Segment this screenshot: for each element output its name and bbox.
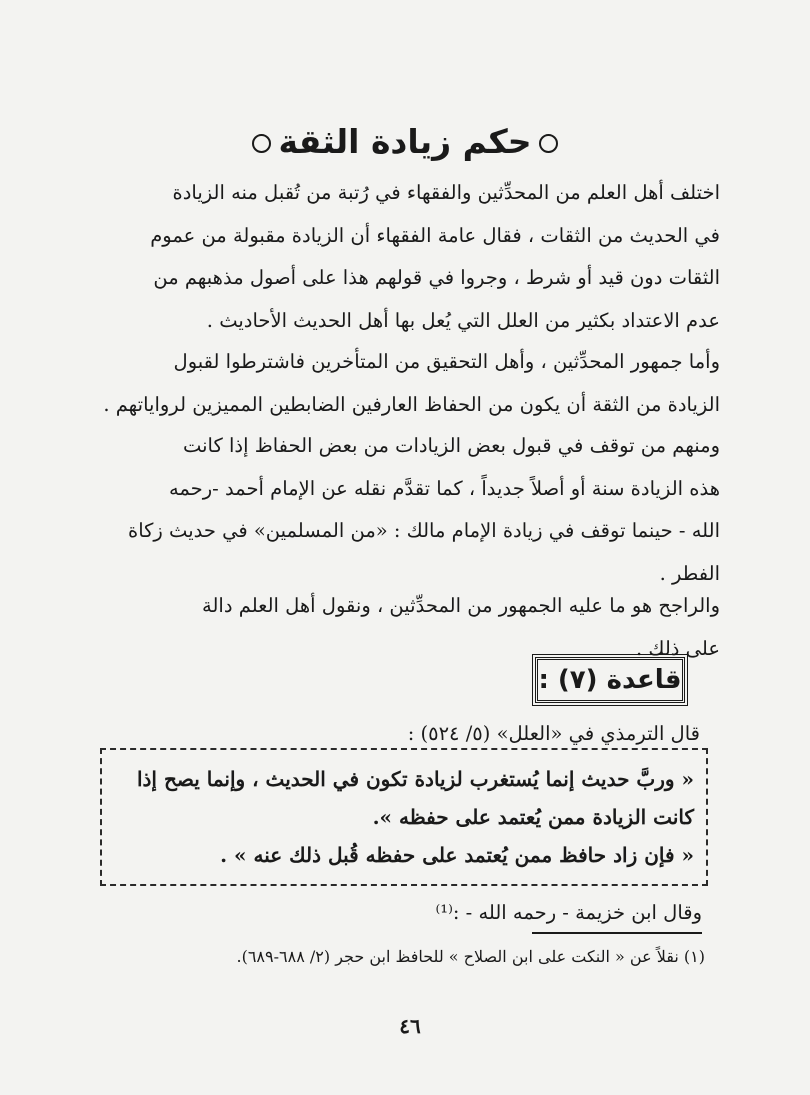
khuzayma-intro: وقال ابن خزيمة - رحمه الله - :⁽¹⁾ (435, 901, 702, 924)
text-line: والراجح هو ما عليه الجمهور من المحدِّثين ، ونقول أهل العلم دالة (202, 594, 720, 617)
section-heading (0, 122, 810, 161)
text-line: هذه الزيادة سنة أو أصلاً جديداً ، كما تقدَّم نقله عن الإمام أحمد -رحمه (168, 476, 720, 500)
footnote-divider (532, 932, 702, 934)
text-line: الزيادة من الثقة أن يكون من الحفاظ العارفين الضابطين المميزين لرواياتهم . (103, 392, 720, 416)
text-line: وأما جمهور المحدِّثين ، وأهل التحقيق من المتأخرين فاشترطوا لقبول (173, 350, 720, 373)
rule-label: قاعدة (٧) : (538, 665, 682, 695)
text-line: على ذلك . (636, 636, 720, 660)
tirmidhi-intro: قال الترمذي في «العلل» (٥/ ٥٢٤) : (407, 722, 700, 745)
section-heading-text: حكم زيادة الثقة (278, 122, 532, 161)
quote-line: كانت الزيادة ممن يُعتمد على حفظه ». (372, 805, 694, 829)
text-line: ومنهم من توقف في قبول بعض الزيادات من بعض الحفاظ إذا كانت (182, 434, 720, 457)
circle-ornament-icon (252, 134, 271, 153)
quote-line: « وربَّ حديث إنما يُستغرب لزيادة تكون في الحديث ، وإنما يصح إذا (136, 767, 694, 791)
text-line: اختلف أهل العلم من المحدِّثين والفقهاء في رُتبة من تُقبل منه الزيادة (172, 181, 720, 204)
circle-ornament-icon (539, 134, 558, 153)
quote-line: « فإن زاد حافظ ممن يُعتمد على حفظه قُبل ذلك عنه » . (220, 843, 694, 867)
paragraph-2 (100, 341, 720, 426)
paragraph-1 (100, 172, 720, 342)
rule-label-box (535, 657, 685, 703)
text-line: الثقات دون قيد أو شرط ، وجروا في قولهم هذا على أصول مذهبهم من (153, 266, 720, 289)
text-line: عدم الاعتداد بكثير من العلل التي يُعل بها أهل الحديث الأحاديث . (206, 308, 720, 332)
footnote: (١) نقلاً عن « النكت على ابن الصلاح » للحافظ ابن حجر (٢/ ٦٨٨-٦٨٩). (236, 947, 705, 966)
page-number: ٤٦ (399, 1014, 421, 1038)
paragraph-3 (100, 425, 720, 595)
quote-box (100, 748, 708, 886)
text-line: في الحديث من الثقات ، فقال عامة الفقهاء أن الزيادة مقبولة من عموم (150, 223, 720, 247)
text-line: الله - حينما توقف في زيادة الإمام مالك : «من المسلمين» في حديث زكاة (127, 519, 720, 542)
text-line: الفطر . (659, 561, 720, 585)
